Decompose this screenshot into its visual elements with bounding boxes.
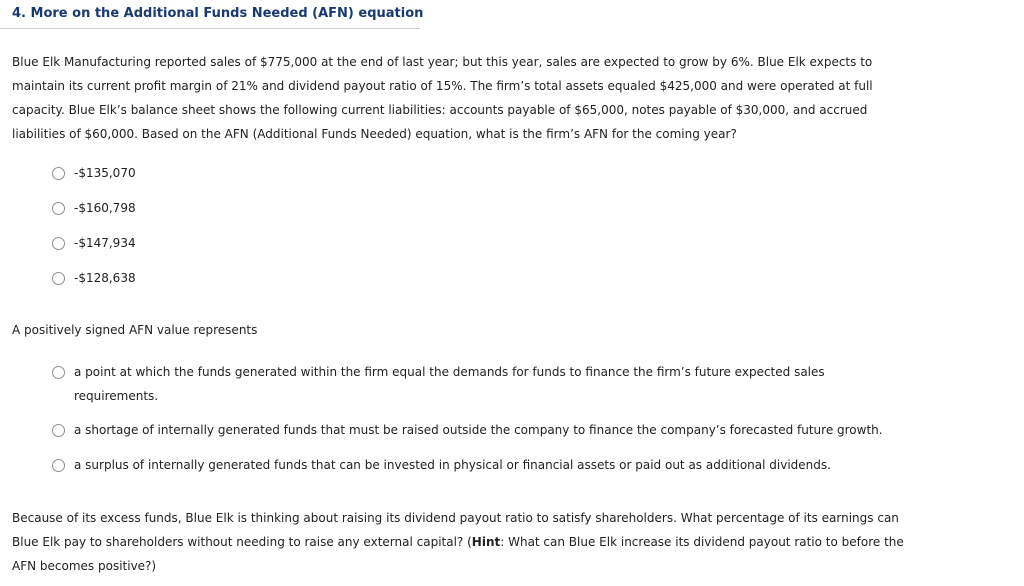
afn-option-label: -$128,638: [74, 271, 136, 285]
afn-option-4[interactable]: [52, 270, 136, 286]
afn-option-3[interactable]: [52, 235, 136, 251]
afn-meaning-option-2[interactable]: [52, 422, 883, 438]
radio-button[interactable]: [52, 167, 65, 180]
question-3-text-before: Because of its excess funds, Blue Elk is thinking about raising its dividend payout ratio to satisfy shareholders. What percentage of its earnings can Blue Elk pay to shareholders without needing to raise any external capital? (: [12, 511, 899, 549]
question-1-text: Blue Elk Manufacturing reported sales of $775,000 at the end of last year; but this year, sales are expected to grow by 6%. Blue Elk expects to maintain its current profit margin of 21% and dividend payout ratio of 15%. The firm’s total assets equaled $425,000 and were operated at full capacity. Blue Elk’s balance sheet shows the following current liabilities: accounts payable of $65,000, notes payable of $30,000, and accrued liabilities of $60,000. Based on the AFN (Additional Funds Needed) equation, what is the firm’s AFN for the coming year?: [12, 55, 873, 141]
afn-option-label: -$147,934: [74, 236, 136, 250]
title-divider: [0, 28, 420, 29]
afn-meaning-option-3[interactable]: [52, 457, 831, 473]
afn-meaning-option-1[interactable]: [52, 364, 834, 408]
radio-button[interactable]: [52, 459, 65, 472]
question-title: 4. More on the Additional Funds Needed (AFN) equation: [12, 6, 424, 21]
hint-label: Hint: [471, 535, 501, 549]
question-3-text: [12, 506, 922, 578]
afn-option-2[interactable]: [52, 200, 136, 216]
afn-option-label: -$135,070: [74, 166, 136, 180]
radio-button[interactable]: [52, 202, 65, 215]
afn-meaning-option-label: a point at which the funds generated within the firm equal the demands for funds to finance the firm’s future expected sales requirements.: [74, 365, 825, 403]
afn-meaning-option-label: a shortage of internally generated funds that must be raised outside the company to finance the company’s forecasted future growth.: [74, 423, 883, 437]
radio-button[interactable]: [52, 272, 65, 285]
question-3-text-after: : What can Blue Elk increase its dividend payout ratio to before the AFN becomes positive?): [12, 535, 904, 573]
question-2-prompt: A positively signed AFN value represents: [12, 323, 258, 337]
radio-button[interactable]: [52, 237, 65, 250]
afn-option-1[interactable]: [52, 165, 136, 181]
radio-button[interactable]: [52, 366, 65, 379]
afn-option-label: -$160,798: [74, 201, 136, 215]
afn-meaning-option-label: a surplus of internally generated funds that can be invested in physical or financial assets or paid out as additional dividends.: [74, 458, 831, 472]
radio-button[interactable]: [52, 424, 65, 437]
